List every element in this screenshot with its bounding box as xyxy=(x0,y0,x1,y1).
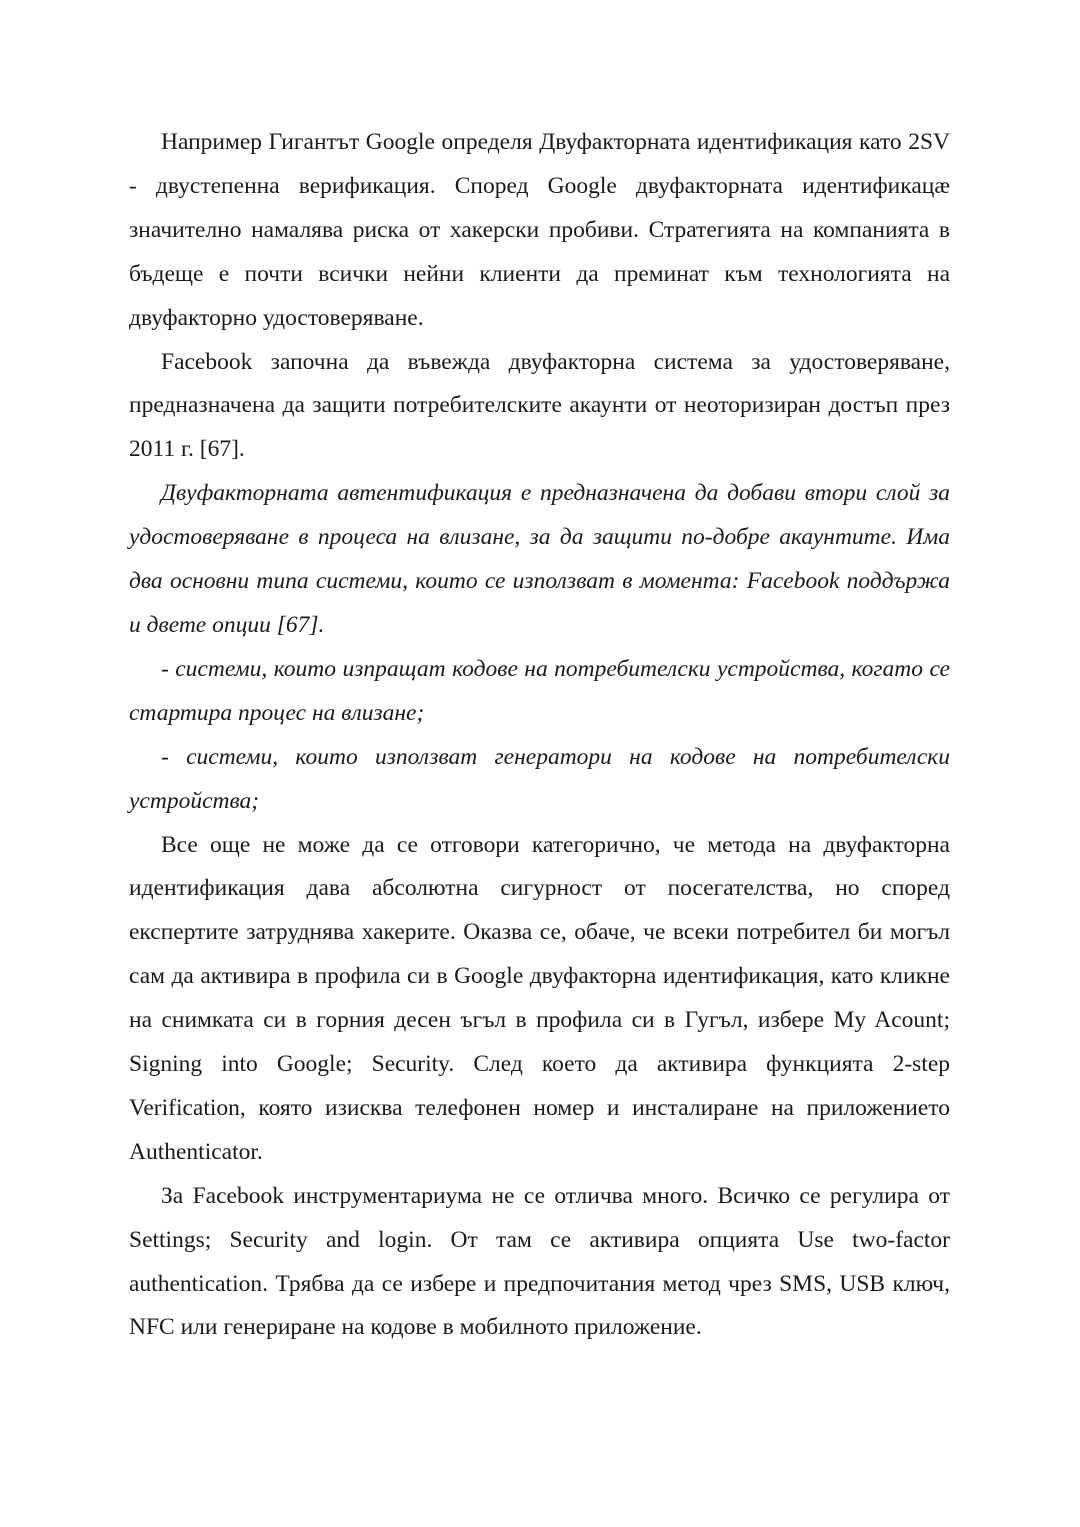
paragraph-facebook-intro: Facebook започна да въвежда двуфакторна система за удостоверяване, предназначена да защити потребителските акаунти от неоторизиран достъп през 2011 г. [67]. xyxy=(129,348,950,463)
list-item-sms-codes: - системи, които изпращат кодове на потребителски устройства, когато се стартира процес на влизане; xyxy=(129,655,950,726)
paragraph-google-2sv: Например Гигантът Google определя Двуфакторната идентификация като 2SV - двустепенна верификация. Според Google двуфакторната идентификацӕ значително намалява риска от хакерски пробиви. Стратегията на компанията в бъдеще е почти всички нейни клиенти да преминат към технологията на двуфакторно удостоверяване. xyxy=(129,129,950,331)
paragraph-2fa-definition: Двуфакторната автентификация е предназначена да добави втори слой за удостоверяване в процеса на влизане, за да защити по-добре акаунтите. Има два основни типа системи, които се използват в момента: Facebook поддържа и двете опции [67]. xyxy=(129,480,950,638)
paragraph-google-setup: Все още не може да се отговори категорично, че метода на двуфакторна идентификация дава абсолютна сигурност от посегателства, но според експертите затруднява хакерите. Оказва се, обаче, че всеки потребител би могъл сам да активира в профила си в Google двуфакторна идентификация, като кликне на снимката си в горния десен ъгъл в профила си в Гугъл, избере My Acount; Signing into Google; Security. След което да активира функцията 2-step Verification, която изисква телефонен номер и инсталиране на приложението Authenticator. xyxy=(129,831,950,1165)
list-item-code-generators: - системи, които използват генератори на кодове на потребителски устройства; xyxy=(129,743,950,814)
paragraph-facebook-setup: За Facebook инструментариума не се отличва много. Всичко се регулира от Settings; Security and login. От там се активира опцията Use two-factor authentication. Трябва да се избере и предпочитания метод чрез SMS, USB ключ, NFC или генериране на кодове в мобилното приложение. xyxy=(129,1182,950,1341)
document-page xyxy=(129,121,950,1350)
